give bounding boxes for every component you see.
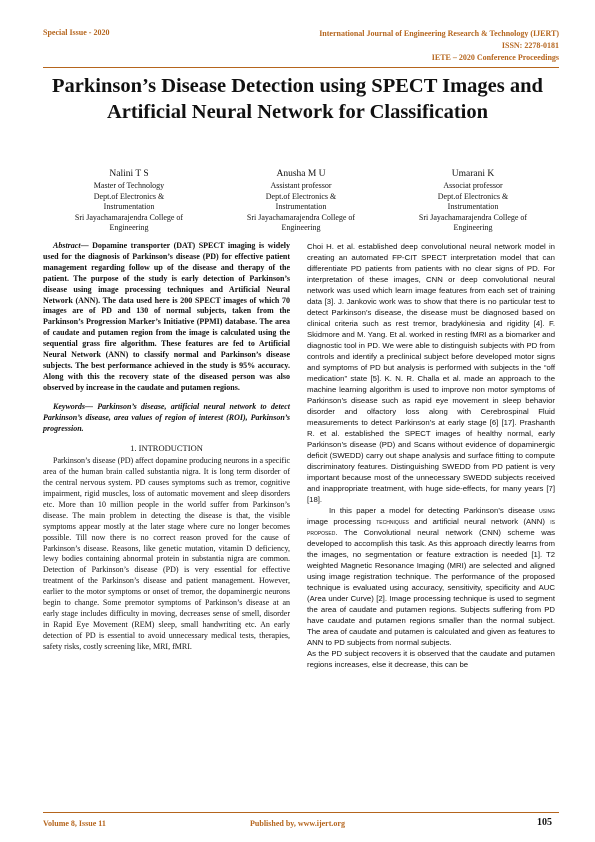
author-position: Master of Technology [93,181,165,190]
author-dept: Dept.of Electronics & [93,191,165,201]
author-dept-2: Instrumentation [275,202,327,212]
author-institution-2: Engineering [453,223,493,233]
abstract-body: — Dopamine transporter (DAT) SPECT imaging is widely used for the diagnosis of Parkinson’s disease (PD) for effective patient management regarding follow up of the disease and therapy of the patient. The purpose of the study is early detection of Parkinson’s disease using image processing techniques and Artificial Neural Network (ANN). The data used here is 200 SPECT images of which 70 images are of PD and 130 of normal subjects, taken from the Parkinson’s Progression Marker’s Initiative (PPMI) database. The area of caudate and putamen region from the image is calculated using the sequential grass fire algorithm. These features are fed to Artificial Neural Network (ANN) to classify normal and Parkinson’s disease subjects. The best performance achieved in the study is 95% accuracy. Along with this the recovery state of the diseased person was also observed by increase in the caudate and putamen regions. [43,241,290,392]
section-heading-introduction: 1. INTRODUCTION [130,443,203,454]
author-dept-2: Instrumentation [103,202,155,212]
text-run: image processing [307,517,377,526]
keywords [43,402,290,435]
author-position: Assistant professor [270,181,332,190]
author-dept: Dept.of Electronics & [437,191,509,201]
keywords-body: — Parkinson’s disease, artificial neural network to detect Parkinson’s disease, area values of region of interest (ROI), Parkinson’s progression. [43,401,290,433]
footer-volume: Volume 8, Issue 11 [43,819,106,828]
text-run: and artificial neural network (ANN) [409,517,551,526]
abstract [43,241,290,394]
left-column [43,241,290,653]
header-rule [43,67,559,68]
author-name: Anusha M U [276,169,326,179]
author-3 [387,168,559,234]
intro-paragraph: Parkinson’s disease (PD) affect dopamine producing neurons in a specific area of the human brain called substantia nigra. It is long term disorder of the central nervous system. PD causes symptoms such as tremor, cognitive impairment, rigid muscles, loss of automatic movement and sleep disorders etc. More than 10 million people in the world suffer from Parkinson’s disease. The main problem in detecting the disease is that, the visible symptoms appear mostly at the later stage where cure no longer becomes possible. Till now there is no correct reason proved for the cause of Parkinson’s disease. Reasons, like genetic mutation, vitamin D deficiency, lewy bodies containing abnormal protein in substantia nigra are common. Detection of Parkinson’s disease (PD) is very essential for effective treatment of the Parkinson’s disease and patient management. However, earlier to the motor symptoms or onset of tremor, the dopaminergic neurons begin to change. Some premotor symptoms of Parkinson’s disease at an early stage includes difficulty in moving, decreases sense of smell, disorder in Rapid Eye Movement (REM) sleep, small handwriting etc. An early detection of PD is essential to avoid unnecessary medical tests, therapies, safety risks, costly screening like, MRI, fMRI. [43,456,290,651]
author-institution: Sri Jayachamarajendra College of [246,212,356,222]
abstract-label: Abstract [53,241,81,250]
author-institution-2: Engineering [281,223,321,233]
footer-rule [43,812,559,813]
proposed-method-paragraph [307,505,555,648]
author-name: Umarani K [451,169,495,179]
running-header-right [319,28,559,64]
author-2 [215,168,387,234]
author-dept-2: Instrumentation [447,202,499,212]
right-column [307,241,555,670]
author-block [43,168,559,234]
author-1 [43,168,215,234]
related-work-paragraph: Choi H. et al. established deep convolutional neural network model in creating an automated FP-CIT SPECT interpretation model that can differentiate PD patients from patients with no clear signs of PD. For interpretation of these images, CNN or deep convolutional neural network was used which learn image features from each set of training data [3]. J. Jankovic work was to show that there is no particular test to detect Parkinson’s disease, the disease must be diagnosed based on clinical criteria such as rest tremor, bradykinesia and rigidity [4]. F. Skidmore and M. Yang. Et al. worked in resting fMRI as a biomarker and diagnostic tool in PD. We were able to distinguish subjects with PD from controls and identify a preclinical subject before developed motor signs and symptoms of PD but analysis is performed with subjects in the “off medication” state [5]. K. N. R. Challa et al. made an approach to the machine learning algorithm is used to improve non motor symptoms of Parkinson’s disease such as rapid eye movement in sleep behavior disorder and olfactory loss along with Cerebrospinal Fluid measurements to detect Parkinson’s at early stage [6] [17]. Prashanth R. et al. established the SPECT images of healthy normal, early Parkinson’s disease (PD) and Scans without evidence of dopaminergic deficit (SWEDD) carry out shape analysis and surface fitting to compute discriminatory features. Distinguishing SWEDD from PD patient is very important because most of the unnecessary SWEDD subjects received and inappropriate treatment, with huge side-effects, for many years [7][18]. [307,242,555,504]
issn: ISSN: 2278-0181 [501,41,559,50]
running-header-left: Special Issue - 2020 [43,28,110,37]
author-dept: Dept.of Electronics & [265,191,337,201]
conference-name: IETE – 2020 Conference Proceedings [431,53,559,62]
text-run: techniques [376,517,409,526]
recovery-paragraph: As the PD subject recovers it is observed that the caudate and putamen regions increases, else it decrease, this can be [307,649,555,669]
author-name: Nalini T S [109,169,149,179]
text-run: using [539,506,555,515]
author-institution-2: Engineering [109,223,149,233]
keywords-label: Keywords [53,401,85,411]
paper-title: Parkinson’s Disease Detection using SPECT Images and Artificial Neural Network for Classification [52,75,543,123]
text-run: In this paper a model for detecting Parkinson’s disease [329,506,540,515]
author-institution: Sri Jayachamarajendra College of [418,212,528,222]
journal-name: International Journal of Engineering Research & Technology (IJERT) [319,29,559,38]
text-run: . The Convolutional neural network (CNN) scheme was developed to accomplish this task. As this approach directly learns from the images, no segmentation or feature extraction is needed [1]. T2 weighted Magnetic Resonance Imaging (MRI) are selected and aligned using image registration technique. The performance of the proposed technique is evaluated using accuracy, sensitivity, specificity and AUC (Area under Curve) [2]. Image processing technique is used to segment the area of caudate and putamen regions. Subjects suffering from PD have caudate and putamen regions smaller than the normal subject. The area of caudate and putamen is calculated and given as features to ANN to PD subjects from normal subjects. [307,528,555,647]
text-run: is proposed [307,517,555,537]
author-institution: Sri Jayachamarajendra College of [74,212,184,222]
footer-publisher: Published by, www.ijert.org [250,819,345,828]
author-position: Associat professor [443,181,503,190]
page-number: 105 [537,817,552,828]
